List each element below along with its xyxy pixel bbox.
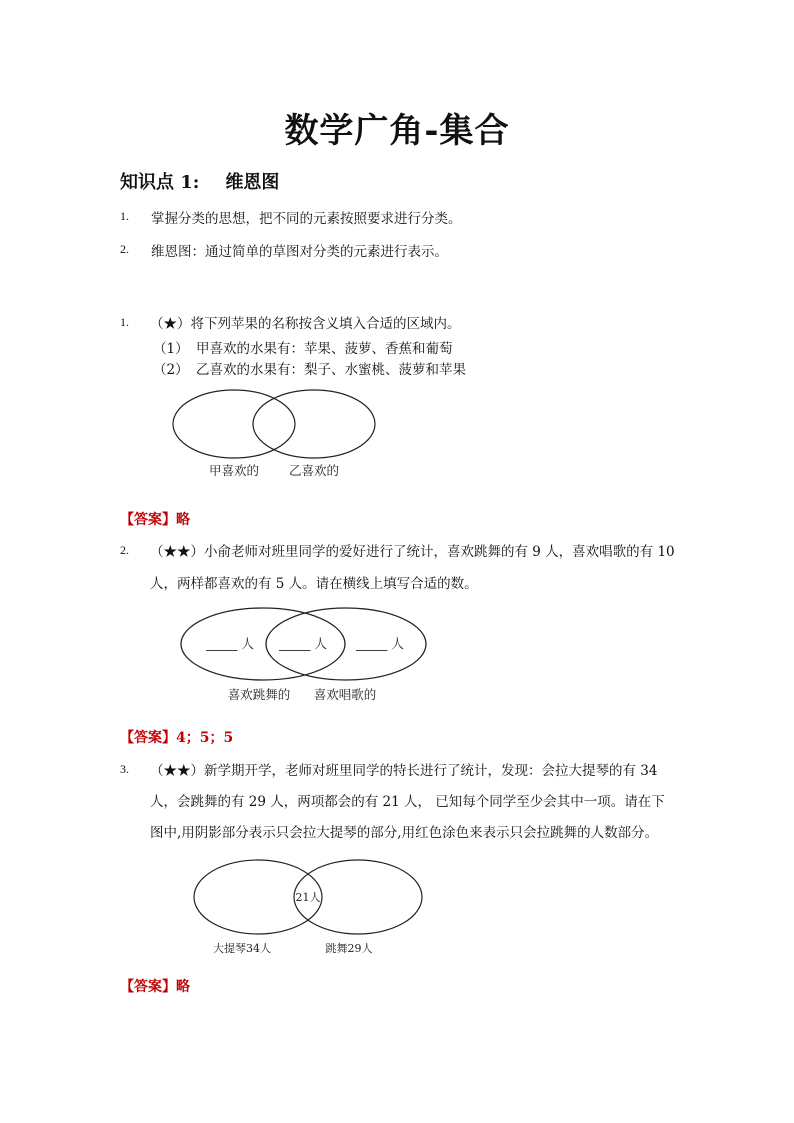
q2-blank-right: _____ 人	[356, 636, 404, 651]
q2-answer-value: 4；5；5	[176, 730, 234, 746]
q3-line1: （★★）新学期开学，老师对班里同学的特长进行了统计，发现：会拉大提琴的有 34	[150, 763, 658, 779]
page-title: 数学广角-集合	[284, 111, 510, 151]
q1-venn-label-right: 乙喜欢的	[288, 463, 340, 478]
q1-venn-label-left: 甲喜欢的	[208, 463, 260, 478]
q3-venn-label-left: 大提琴34人	[213, 942, 271, 955]
q3-answer-value: 略	[176, 979, 190, 995]
point-1-number: 1.	[120, 209, 129, 223]
q3-number: 3.	[120, 762, 129, 776]
q2-venn-label-left: 喜欢跳舞的	[227, 687, 291, 702]
q2-answer-tag: 【答案】	[120, 730, 176, 746]
q3-line3: 图中,用阴影部分表示只会拉大提琴的部分,用红色涂色来表示只会拉跳舞的人数部分。	[150, 825, 659, 841]
q2-line1: （★★）小俞老师对班里同学的爱好进行了统计，喜欢跳舞的有 9 人，喜欢唱歌的有 10	[150, 544, 675, 560]
q3-answer-tag: 【答案】	[120, 979, 176, 995]
point-1-text: 掌握分类的思想，把不同的元素按照要求进行分类。	[151, 211, 462, 227]
q3-line2: 人，会跳舞的有 29 人，两项都会的有 21 人， 已知每个同学至少会其中一项。请在下	[150, 794, 665, 810]
q2-venn-label-right: 喜欢唱歌的	[313, 687, 377, 702]
q2-blank-center: _____ 人	[279, 636, 327, 651]
section-label: 知识点 1:	[120, 172, 200, 193]
q3-answer	[120, 976, 190, 996]
q1-answer-tag: 【答案】	[120, 512, 176, 528]
point-2-text: 维恩图：通过简单的草图对分类的元素进行表示。	[151, 244, 448, 260]
q3-venn-label-right: 跳舞29人	[325, 942, 373, 955]
q1-number: 1.	[120, 315, 129, 329]
q1-answer-value: 略	[176, 512, 190, 528]
q1-sub1-text: 甲喜欢的水果有：苹果、菠萝、香蕉和葡萄	[196, 341, 453, 357]
q1-sub2-label: （2）	[153, 362, 189, 378]
point-2-number: 2.	[120, 242, 129, 256]
q2-line2: 人，两样都喜欢的有 5 人。请在横线上填写合适的数。	[150, 576, 478, 592]
q2-number: 2.	[120, 543, 129, 557]
q2-blank-left: _____ 人	[206, 636, 254, 651]
q1-stem: （★）将下列苹果的名称按含义填入合适的区域内。	[150, 316, 461, 332]
q1-sub2-text: 乙喜欢的水果有：梨子、水蜜桃、菠萝和苹果	[196, 362, 466, 378]
q1-sub1-label: （1）	[153, 341, 189, 357]
section-topic: 维恩图	[225, 172, 280, 193]
q3-center-label: 21人	[295, 891, 321, 904]
